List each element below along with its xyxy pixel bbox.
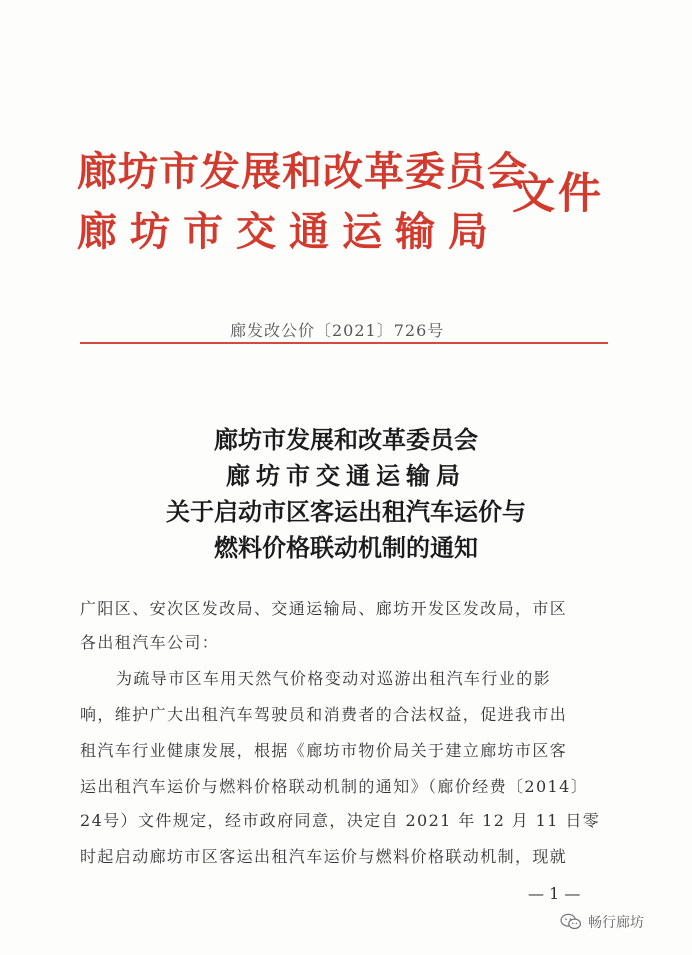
title-line-1: 廊坊市发展和改革委员会 (214, 425, 478, 454)
watermark (560, 912, 644, 932)
paragraph-line-1: 为疏导市区车用天然气价格变动对巡游出租汽车行业的影 (116, 669, 552, 688)
title-line-4: 燃料价格联动机制的通知 (214, 533, 478, 562)
page-number: — 1 — (528, 884, 581, 903)
watermark-text: 畅行廊坊 (588, 915, 644, 931)
recipients-line-1: 广阳区、安次区发改局、交通运输局、廊坊开发区发改局，市区 (80, 599, 568, 618)
red-divider (80, 342, 608, 344)
paragraph-line-4: 运出租汽车运价与燃料价格联动机制的通知》（廊价经费〔2014〕 (80, 777, 589, 796)
paragraph-line-3: 租汽车行业健康发展，根据《廊坊市物价局关于建立廊坊市区客 (80, 741, 568, 760)
document-label: 文件 (512, 169, 604, 219)
recipients-line-2: 各出租汽车公司： (80, 633, 220, 652)
title-line-3: 关于启动市区客运出租汽车运价与 (166, 497, 526, 526)
issuer-line-1: 廊坊市发展和改革委员会 (77, 148, 528, 195)
title-line-2: 廊坊市交通运输局 (226, 461, 466, 490)
wechat-icon (560, 913, 582, 931)
issuer-line-2: 廊坊市交通运输局 (77, 208, 501, 255)
paragraph-line-5: 24号）文件规定，经市政府同意，决定自 2021 年 12 月 11 日零 (80, 811, 601, 830)
paragraph-line-2: 响，维护广大出租汽车驾驶员和消费者的合法权益，促进我市出 (80, 705, 568, 724)
paragraph-line-6: 时起启动廊坊市区客运出租汽车运价与燃料价格联动机制，现就 (80, 847, 568, 866)
document-number: 廊发改公价〔2021〕726号 (230, 321, 445, 340)
